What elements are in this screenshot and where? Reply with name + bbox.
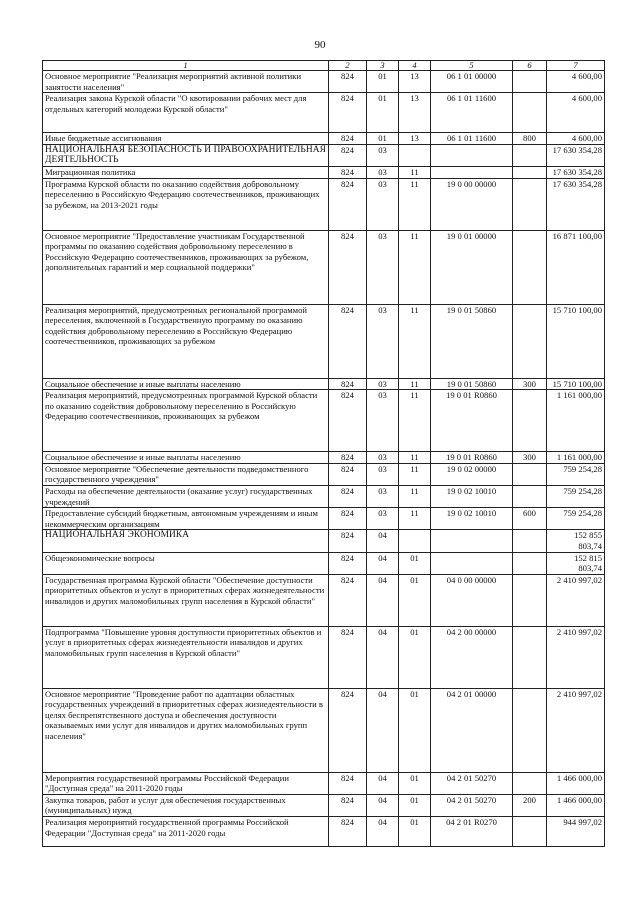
row-name-cell: НАЦИОНАЛЬНАЯ ЭКОНОМИКА [43, 530, 329, 552]
admin-code-cell: 824 [329, 626, 367, 688]
table-header-row [43, 61, 605, 71]
expense-type-cell [513, 93, 547, 133]
subsection-cell: 11 [399, 508, 431, 530]
row-name-cell: Закупка товаров, работ и услуг для обеспечения государственных (муниципальных) нужд [43, 794, 329, 816]
row-name-cell: Предоставление субсидий бюджетным, автономным учреждениям и иным некоммерческим организациям [43, 508, 329, 530]
expense-type-cell: 600 [513, 508, 547, 530]
subsection-cell: 11 [399, 378, 431, 390]
expense-type-cell [513, 144, 547, 166]
admin-code-cell: 824 [329, 71, 367, 93]
amount-cell: 17 630 354,28 [547, 178, 605, 230]
subsection-cell [399, 144, 431, 166]
target-article-cell: 04 2 00 00000 [431, 626, 513, 688]
row-name-cell: Реализация мероприятий государственной программы Российской Федерации "Доступная среда" на 2011-2020 годы [43, 817, 329, 847]
row-name-cell: Миграционная политика [43, 166, 329, 178]
amount-cell: 759 254,28 [547, 485, 605, 507]
row-name-cell: Подпрограмма "Повышение уровня доступности приоритетных объектов и услуг в приоритетных сферах жизнедеятельности инвалидов и других маломобильных групп населения в Курской области" [43, 626, 329, 688]
admin-code-cell: 824 [329, 390, 367, 452]
row-name-cell: Расходы на обеспечение деятельности (оказание услуг) государственных учреждений [43, 485, 329, 507]
admin-code-cell: 824 [329, 166, 367, 178]
target-article-cell: 04 0 00 00000 [431, 574, 513, 626]
target-article-cell: 04 2 01 R0270 [431, 817, 513, 847]
target-article-cell: 19 0 01 00000 [431, 230, 513, 304]
row-name-cell: Мероприятия государственной программы Российской Федерации "Доступная среда" на 2011-2020 годы [43, 772, 329, 794]
expense-type-cell [513, 626, 547, 688]
section-cell: 01 [367, 71, 399, 93]
subsection-cell: 11 [399, 485, 431, 507]
table-row [43, 133, 605, 145]
table-row [43, 772, 605, 794]
table-row [43, 485, 605, 507]
expense-type-cell [513, 71, 547, 93]
amount-cell: 152 855 803,74 [547, 530, 605, 552]
budget-table [42, 60, 605, 847]
amount-cell: 152 815 803,74 [547, 552, 605, 574]
admin-code-cell: 824 [329, 378, 367, 390]
expense-type-cell [513, 178, 547, 230]
target-article-cell: 19 0 01 R0860 [431, 452, 513, 464]
admin-code-cell: 824 [329, 144, 367, 166]
row-name-cell: Реализация мероприятий, предусмотренных программой Курской области по оказанию содействия добровольному переселению в Российскую Федерацию соотечественников, проживающих за рубежом [43, 390, 329, 452]
table-row [43, 71, 605, 93]
section-cell: 03 [367, 485, 399, 507]
expense-type-cell: 300 [513, 378, 547, 390]
amount-cell: 4 600,00 [547, 93, 605, 133]
section-cell: 04 [367, 688, 399, 772]
table-row [43, 178, 605, 230]
table-row [43, 530, 605, 552]
expense-type-cell: 300 [513, 452, 547, 464]
expense-type-cell [513, 485, 547, 507]
target-article-cell: 06 1 01 11600 [431, 93, 513, 133]
column-header: 4 [399, 61, 431, 71]
amount-cell: 2 410 997,02 [547, 688, 605, 772]
section-cell: 04 [367, 794, 399, 816]
section-cell: 04 [367, 552, 399, 574]
section-cell: 01 [367, 93, 399, 133]
table-row [43, 93, 605, 133]
target-article-cell: 19 0 02 00000 [431, 463, 513, 485]
row-name-cell: Социальное обеспечение и иные выплаты населению [43, 452, 329, 464]
expense-type-cell [513, 463, 547, 485]
target-article-cell: 19 0 01 50860 [431, 304, 513, 378]
subsection-cell: 13 [399, 71, 431, 93]
section-cell: 03 [367, 463, 399, 485]
expense-type-cell [513, 688, 547, 772]
row-name-cell: Реализация мероприятий, предусмотренных региональной программой переселения, включенной в Государственную программу по оказанию содействия добровольному переселению в Российскую Федерацию соотечественников, проживающих за рубежом [43, 304, 329, 378]
table-row [43, 688, 605, 772]
section-cell: 03 [367, 378, 399, 390]
table-row [43, 574, 605, 626]
table-row [43, 390, 605, 452]
section-cell: 03 [367, 390, 399, 452]
table-row [43, 304, 605, 378]
target-article-cell: 19 0 00 00000 [431, 178, 513, 230]
amount-cell: 4 600,00 [547, 133, 605, 145]
section-cell: 03 [367, 144, 399, 166]
expense-type-cell: 800 [513, 133, 547, 145]
subsection-cell: 13 [399, 93, 431, 133]
section-cell: 03 [367, 508, 399, 530]
target-article-cell: 06 1 01 00000 [431, 71, 513, 93]
column-header: 5 [431, 61, 513, 71]
section-cell: 04 [367, 817, 399, 847]
admin-code-cell: 824 [329, 817, 367, 847]
target-article-cell [431, 166, 513, 178]
amount-cell: 1 161 000,00 [547, 390, 605, 452]
subsection-cell: 11 [399, 390, 431, 452]
row-name-cell: Основное мероприятие "Предоставление участникам Государственной программы по оказанию содействия добровольному переселению в Российскую Федерацию соотечественников, проживающих за рубежом, дополнительных гарантий и мер социальной поддержки" [43, 230, 329, 304]
table-row [43, 144, 605, 166]
expense-type-cell [513, 817, 547, 847]
subsection-cell: 01 [399, 772, 431, 794]
expense-type-cell [513, 304, 547, 378]
amount-cell: 17 630 354,28 [547, 166, 605, 178]
section-cell: 03 [367, 304, 399, 378]
target-article-cell [431, 530, 513, 552]
target-article-cell: 04 2 01 50270 [431, 794, 513, 816]
subsection-cell: 11 [399, 452, 431, 464]
row-name-cell: Государственная программа Курской области "Обеспечение доступности приоритетных объектов и услуг в приоритетных сферах жизнедеятельности инвалидов и других маломобильных групп населения в Курской области" [43, 574, 329, 626]
section-cell: 03 [367, 178, 399, 230]
target-article-cell [431, 552, 513, 574]
admin-code-cell: 824 [329, 133, 367, 145]
subsection-cell: 01 [399, 574, 431, 626]
table-row [43, 166, 605, 178]
subsection-cell: 01 [399, 626, 431, 688]
admin-code-cell: 824 [329, 452, 367, 464]
column-header: 1 [43, 61, 329, 71]
column-header: 2 [329, 61, 367, 71]
target-article-cell: 19 0 02 10010 [431, 485, 513, 507]
section-cell: 04 [367, 626, 399, 688]
subsection-cell: 11 [399, 463, 431, 485]
target-article-cell: 04 2 01 50270 [431, 772, 513, 794]
expense-type-cell [513, 530, 547, 552]
row-name-cell: Иные бюджетные ассигнования [43, 133, 329, 145]
amount-cell: 4 600,00 [547, 71, 605, 93]
admin-code-cell: 824 [329, 178, 367, 230]
column-header: 6 [513, 61, 547, 71]
subsection-cell: 01 [399, 794, 431, 816]
admin-code-cell: 824 [329, 485, 367, 507]
amount-cell: 2 410 997,02 [547, 574, 605, 626]
expense-type-cell [513, 166, 547, 178]
amount-cell: 759 254,28 [547, 508, 605, 530]
subsection-cell: 01 [399, 552, 431, 574]
admin-code-cell: 824 [329, 772, 367, 794]
amount-cell: 759 254,28 [547, 463, 605, 485]
subsection-cell: 01 [399, 817, 431, 847]
section-cell: 03 [367, 166, 399, 178]
amount-cell: 2 410 997,02 [547, 626, 605, 688]
section-cell: 03 [367, 230, 399, 304]
table-row [43, 817, 605, 847]
expense-type-cell [513, 574, 547, 626]
amount-cell: 17 630 354,28 [547, 144, 605, 166]
row-name-cell: НАЦИОНАЛЬНАЯ БЕЗОПАСНОСТЬ И ПРАВООХРАНИТЕЛЬНАЯ ДЕЯТЕЛЬНОСТЬ [43, 144, 329, 166]
table-row [43, 508, 605, 530]
admin-code-cell: 824 [329, 552, 367, 574]
table-row [43, 378, 605, 390]
amount-cell: 15 710 100,00 [547, 304, 605, 378]
table-row [43, 452, 605, 464]
expense-type-cell [513, 390, 547, 452]
admin-code-cell: 824 [329, 530, 367, 552]
row-name-cell: Общеэкономические вопросы [43, 552, 329, 574]
page-number: 90 [314, 39, 326, 51]
table-row [43, 626, 605, 688]
amount-cell: 1 466 000,00 [547, 794, 605, 816]
admin-code-cell: 824 [329, 463, 367, 485]
target-article-cell: 04 2 01 00000 [431, 688, 513, 772]
row-name-cell: Реализация закона Курской области "О квотировании рабочих мест для отдельных категорий молодежи Курской области" [43, 93, 329, 133]
row-name-cell: Основное мероприятие "Обеспечение деятельности подведомственного государственного учреждения" [43, 463, 329, 485]
row-name-cell: Основное мероприятие "Реализация мероприятий активной политики занятости населения" [43, 71, 329, 93]
admin-code-cell: 824 [329, 230, 367, 304]
admin-code-cell: 824 [329, 304, 367, 378]
table-row [43, 794, 605, 816]
expense-type-cell [513, 772, 547, 794]
table-row [43, 463, 605, 485]
section-cell: 04 [367, 772, 399, 794]
admin-code-cell: 824 [329, 794, 367, 816]
amount-cell: 944 997,02 [547, 817, 605, 847]
section-cell: 04 [367, 574, 399, 626]
section-cell: 01 [367, 133, 399, 145]
column-header: 7 [547, 61, 605, 71]
subsection-cell: 13 [399, 133, 431, 145]
row-name-cell: Основное мероприятие "Проведение работ по адаптации областных государственных учреждений в приоритетных сферах жизнедеятельности в целях беспрепятственного доступа и обеспечения доступности оказываемых ими услуг для инвалидов и других маломобильных групп населения" [43, 688, 329, 772]
admin-code-cell: 824 [329, 93, 367, 133]
subsection-cell [399, 530, 431, 552]
admin-code-cell: 824 [329, 574, 367, 626]
table-row [43, 230, 605, 304]
subsection-cell: 11 [399, 230, 431, 304]
expense-type-cell: 200 [513, 794, 547, 816]
admin-code-cell: 824 [329, 688, 367, 772]
target-article-cell: 06 1 01 11600 [431, 133, 513, 145]
table-row [43, 552, 605, 574]
target-article-cell: 19 0 01 R0860 [431, 390, 513, 452]
subsection-cell: 11 [399, 304, 431, 378]
amount-cell: 15 710 100,00 [547, 378, 605, 390]
expense-type-cell [513, 230, 547, 304]
column-header: 3 [367, 61, 399, 71]
row-name-cell: Программа Курской области по оказанию содействия добровольному переселению в Российскую Федерацию соотечественников, проживающих за рубежом, на 2013-2021 годы [43, 178, 329, 230]
amount-cell: 1 161 000,00 [547, 452, 605, 464]
target-article-cell: 19 0 01 50860 [431, 378, 513, 390]
admin-code-cell: 824 [329, 508, 367, 530]
row-name-cell: Социальное обеспечение и иные выплаты населению [43, 378, 329, 390]
target-article-cell: 19 0 02 10010 [431, 508, 513, 530]
section-cell: 03 [367, 452, 399, 464]
amount-cell: 1 466 000,00 [547, 772, 605, 794]
section-cell: 04 [367, 530, 399, 552]
subsection-cell: 11 [399, 178, 431, 230]
subsection-cell: 01 [399, 688, 431, 772]
amount-cell: 16 871 100,00 [547, 230, 605, 304]
expense-type-cell [513, 552, 547, 574]
target-article-cell [431, 144, 513, 166]
subsection-cell: 11 [399, 166, 431, 178]
